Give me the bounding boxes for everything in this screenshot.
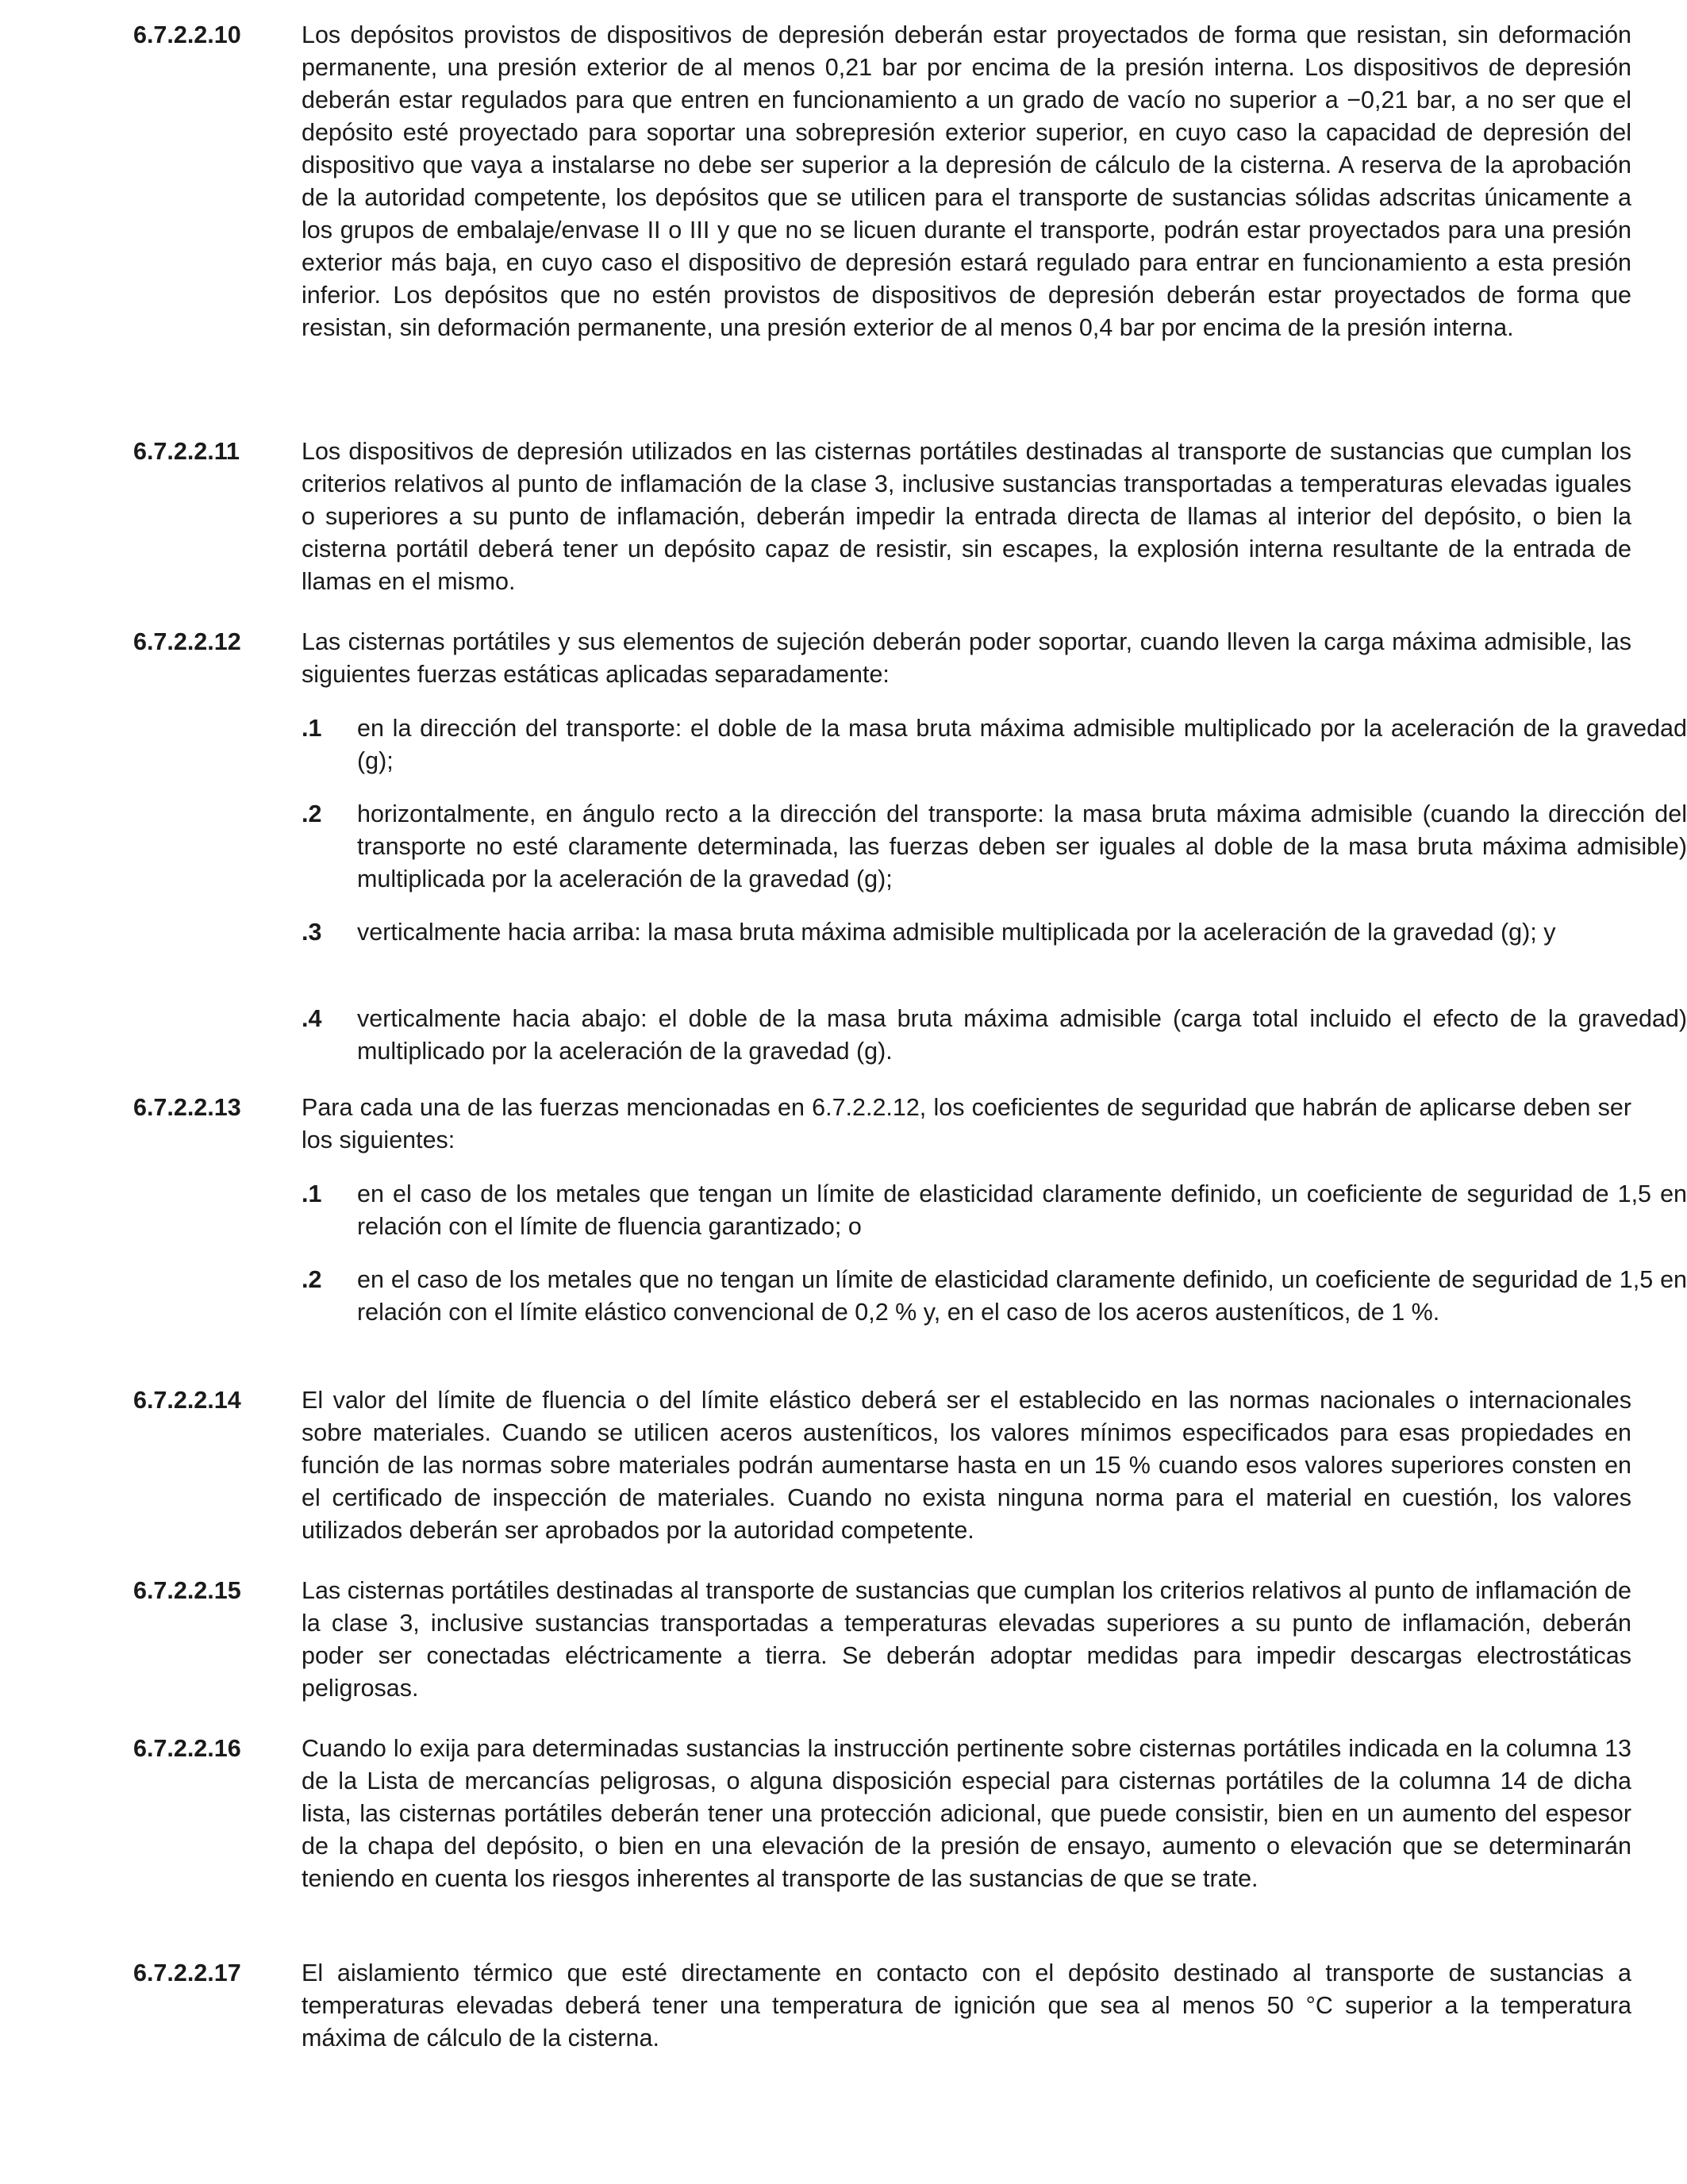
sub-item-number: .3 (302, 919, 322, 946)
clause-body (302, 19, 1631, 344)
clause-text: Las cisternas portátiles y sus elementos de sujeción deberán poder soportar, cuando lleven la carga máxima admisible, las siguientes fuerzas estáticas aplicadas separadamente: (302, 628, 1631, 688)
sub-item-number: .1 (302, 715, 322, 742)
list-item (0, 1003, 1687, 1068)
sub-item-number: .4 (302, 1005, 322, 1032)
sub-item (302, 1003, 1687, 1068)
clause-body (302, 1957, 1631, 2055)
clause-body (302, 436, 1631, 598)
clause-number: 6.7.2.2.13 (133, 1094, 241, 1121)
clause-text: Los dispositivos de depresión utilizados en las cisternas portátiles destinadas al transporte de sustancias que cumplan los criterios relativos al punto de inflamación de la clase 3, inclusive sustancias transportadas a temperaturas elevadas iguales o superiores a su punto de inflamación, deberán impedir la entrada directa de llamas al interior del depósito, o bien la cisterna portátil deberá tener un depósito capaz de resistir, sin escapes, la explosión interna resultante de la entrada de llamas en el mismo. (302, 438, 1631, 595)
clause-text: Las cisternas portátiles destinadas al transporte de sustancias que cumplan los criterios relativos al punto de inflamación de la clase 3, inclusive sustancias transportadas a temperaturas elevadas superiores a su punto de inflamación, deberán poder ser conectadas eléctricamente a tierra. Se deberán adoptar medidas para impedir descargas electrostáticas peligrosas. (302, 1577, 1631, 1702)
clause-body (302, 1092, 1631, 1157)
sub-item (302, 798, 1687, 896)
sub-item-text: verticalmente hacia arriba: la masa bruta máxima admisible multiplicada por la aceleración de la gravedad (g); y (357, 919, 1556, 946)
clause-number: 6.7.2.2.16 (133, 1735, 241, 1762)
clause-text: Los depósitos provistos de dispositivos de depresión deberán estar proyectados de forma que resistan, sin deformación permanente, una presión exterior de al menos 0,21 bar por encima de la presión interna. Los dispositivos de depresión deberán estar regulados para que entren en funcionamiento a un grado de vacío no superior a −0,21 bar, a no ser que el depósito esté proyectado para soportar una sobrepresión exterior superior, en cuyo caso la capacidad de depresión del dispositivo que vaya a instalarse no debe ser superior a la depresión de cálculo de la cisterna. A reserva de la aprobación de la autoridad competente, los depósitos que se utilicen para el transporte de sustancias sólidas adscritas únicamente a los grupos de embalaje/envase II o III y que no se licuen durante el transporte, podrán estar proyectados para una presión exterior más baja, en cuyo caso el dispositivo de depresión estará regulado para entrar en funcionamiento a esta presión inferior. Los depósitos que no estén provistos de dispositivos de depresión deberán estar proyectados de forma que resistan, sin deformación permanente, una presión exterior de al menos 0,4 bar por encima de la presión interna. (302, 21, 1631, 341)
list-item (0, 1264, 1687, 1329)
sub-item-text: en el caso de los metales que tengan un límite de elasticidad claramente definido, un coeficiente de seguridad de 1,5 en relación con el límite de fluencia garantizado; o (357, 1180, 1687, 1240)
sub-item-text: verticalmente hacia abajo: el doble de la masa bruta máxima admisible (carga total incluido el efecto de la gravedad) multiplicado por la aceleración de la gravedad (g). (357, 1005, 1687, 1065)
list-item (0, 798, 1687, 896)
clause-text: Cuando lo exija para determinadas sustancias la instrucción pertinente sobre cisternas portátiles indicada en la columna 13 de la Lista de mercancías peligrosas, o alguna disposición especial para cisternas portátiles de la columna 14 de dicha lista, las cisternas portátiles deberán tener una protección adicional, que puede consistir, bien en un aumento del espesor de la chapa del depósito, o bien en una elevación de la presión de ensayo, aumento o elevación que se determinarán teniendo en cuenta los riesgos inherentes al transporte de las sustancias de que se trate. (302, 1735, 1631, 1892)
sub-item (302, 916, 1687, 949)
clause-body (302, 1384, 1631, 1547)
sub-item-text: horizontalmente, en ángulo recto a la dirección del transporte: la masa bruta máxima admisible (cuando la dirección del transporte no esté claramente determinada, las fuerzas deben ser iguales al doble de la masa bruta máxima admisible) multiplicada por la aceleración de la gravedad (g); (357, 800, 1687, 892)
clause-body (302, 1733, 1631, 1895)
clause-number: 6.7.2.2.15 (133, 1577, 241, 1604)
clause-body (302, 626, 1631, 691)
sub-item-text: en el caso de los metales que no tengan un límite de elasticidad claramente definido, un coeficiente de seguridad de 1,5 en relación con el límite elástico convencional de 0,2 % y, en el caso de los aceros austeníticos, de 1 %. (357, 1266, 1687, 1326)
clause-number: 6.7.2.2.10 (133, 21, 241, 48)
sub-item (302, 1264, 1687, 1329)
clause-number: 6.7.2.2.17 (133, 1959, 241, 1986)
clause-number: 6.7.2.2.11 (133, 438, 240, 465)
clause-text: El valor del límite de fluencia o del límite elástico deberá ser el establecido en las normas nacionales o internacionales sobre materiales. Cuando se utilicen aceros austeníticos, los valores mínimos especificados para esas propiedades en función de las normas sobre materiales podrán aumentarse hasta en un 15 % cuando esos valores superiores consten en el certificado de inspección de materiales. Cuando no exista ninguna norma para el material en cuestión, los valores utilizados deberán ser aprobados por la autoridad competente. (302, 1387, 1631, 1544)
list-item (0, 916, 1687, 949)
clause-text: Para cada una de las fuerzas mencionadas en 6.7.2.2.12, los coeficientes de seguridad que habrán de aplicarse deben ser los siguientes: (302, 1094, 1631, 1153)
sub-item-number: .2 (302, 1266, 322, 1293)
sub-item-number: .2 (302, 800, 322, 827)
sub-item (302, 1178, 1687, 1243)
clause-body (302, 1575, 1631, 1705)
list-item (0, 712, 1687, 777)
sub-item (302, 712, 1687, 777)
list-item (0, 1178, 1687, 1243)
clause-text: El aislamiento térmico que esté directamente en contacto con el depósito destinado al transporte de sustancias a temperaturas elevadas deberá tener una temperatura de ignición que sea al menos 50 °C superior a la temperatura máxima de cálculo de la cisterna. (302, 1959, 1631, 2052)
clause-number: 6.7.2.2.12 (133, 628, 241, 655)
sub-item-text: en la dirección del transporte: el doble de la masa bruta máxima admisible multiplicado por la aceleración de la gravedad (g); (357, 715, 1687, 774)
sub-item-number: .1 (302, 1180, 322, 1207)
clause-number: 6.7.2.2.14 (133, 1387, 241, 1414)
